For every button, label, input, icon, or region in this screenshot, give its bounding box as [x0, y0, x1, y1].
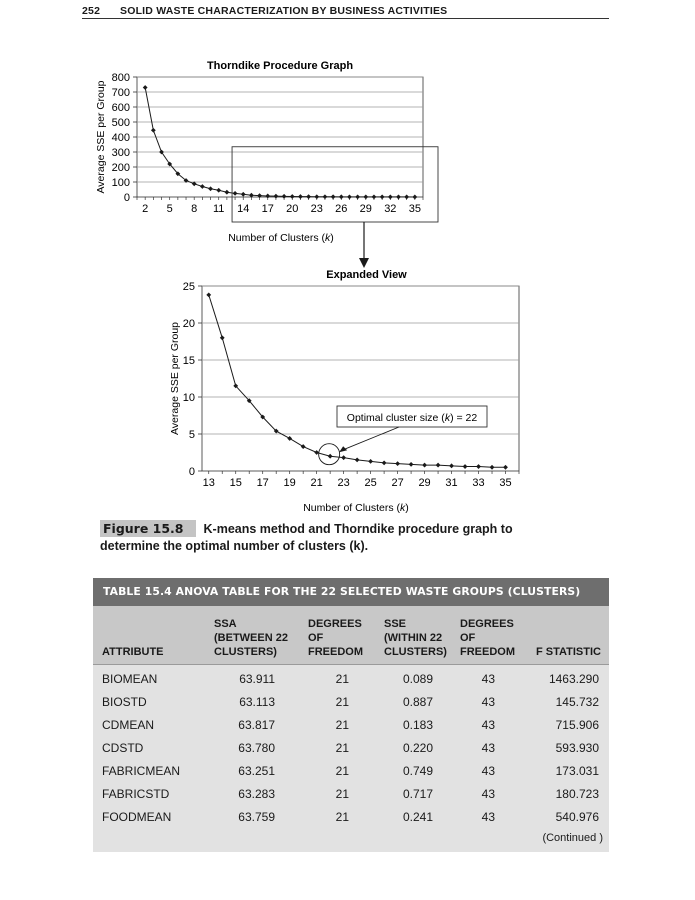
table-cell: 21 — [335, 787, 349, 801]
y-tick-label: 20 — [182, 318, 195, 330]
y-tick-label: 15 — [182, 355, 195, 367]
column-header — [214, 617, 288, 659]
x-tick-label: 19 — [283, 477, 296, 489]
x-tick-label: 5 — [166, 203, 173, 215]
y-tick-label: 700 — [111, 87, 130, 99]
table-cell: 21 — [335, 741, 349, 755]
table-cell: FOODMEAN — [102, 810, 172, 824]
column-header-line: (BETWEEN 22 — [214, 632, 288, 644]
table-row — [93, 667, 609, 690]
x-tick-label: 17 — [261, 203, 274, 215]
table-cell: 21 — [335, 718, 349, 732]
column-header — [102, 645, 164, 659]
y-axis-label: Average SSE per Group — [169, 321, 181, 436]
table-row — [93, 782, 609, 805]
y-tick-label: 25 — [182, 281, 195, 293]
figure-caption-text: K-means method and Thorndike procedure graph to determine the optimal number of clusters (k). — [100, 522, 513, 553]
table-cell: 43 — [481, 764, 495, 778]
x-tick-label: 8 — [191, 203, 198, 215]
x-tick-label: 21 — [310, 477, 323, 489]
x-tick-label: 26 — [335, 203, 348, 215]
table-cell: 1463.290 — [548, 672, 599, 686]
table-cell: 0.183 — [402, 718, 433, 732]
column-header — [384, 617, 447, 659]
table-cell: 593.930 — [555, 741, 599, 755]
figure-label: Figure 15.8 — [100, 520, 196, 537]
table-cell: 173.031 — [555, 764, 599, 778]
x-tick-label: 35 — [499, 477, 512, 489]
x-tick-label: 13 — [202, 477, 215, 489]
x-tick-label: 27 — [391, 477, 404, 489]
table-cell: BIOMEAN — [102, 672, 158, 686]
y-tick-label: 500 — [111, 117, 130, 129]
plot-area — [202, 286, 519, 471]
y-axis-label: Average SSE per Group — [95, 80, 107, 194]
page-number: 252 — [82, 5, 101, 17]
y-tick-label: 300 — [111, 147, 130, 159]
column-header-line: DEGREES — [308, 618, 362, 630]
table-cell: 21 — [335, 672, 349, 686]
x-tick-label: 32 — [384, 203, 397, 215]
table-row — [93, 713, 609, 736]
arrow-down-icon — [359, 258, 369, 268]
table-cell: 21 — [335, 695, 349, 709]
x-tick-label: 35 — [408, 203, 421, 215]
table-cell: 0.089 — [402, 672, 433, 686]
table-cell: 63.113 — [239, 695, 275, 709]
table-cell: CDMEAN — [102, 718, 155, 732]
column-header-line: OF — [308, 632, 324, 644]
column-header-line: F STATISTIC — [536, 646, 601, 658]
x-tick-label: 15 — [229, 477, 242, 489]
y-tick-label: 5 — [188, 429, 195, 441]
table-cell: 21 — [335, 810, 349, 824]
y-tick-label: 600 — [111, 102, 130, 114]
figure-caption — [100, 520, 570, 555]
table-cell: 715.906 — [555, 718, 599, 732]
table-title: TABLE 15.4 ANOVA TABLE FOR THE 22 SELECTED WASTE GROUPS (CLUSTERS) — [93, 578, 609, 606]
x-axis-label: Number of Clusters (k) — [303, 502, 409, 514]
y-tick-label: 0 — [123, 192, 130, 204]
column-header-line: (WITHIN 22 — [384, 632, 443, 644]
column-header-line: ATTRIBUTE — [102, 646, 164, 658]
table-row — [93, 736, 609, 759]
table-cell: 63.759 — [238, 810, 275, 824]
table-cell: 145.732 — [555, 695, 599, 709]
x-tick-label: 23 — [337, 477, 350, 489]
table-cell: 63.817 — [238, 718, 275, 732]
x-tick-label: 29 — [418, 477, 431, 489]
table-cell: 63.780 — [238, 741, 275, 755]
y-tick-label: 800 — [111, 72, 130, 84]
table-cell: 43 — [481, 787, 495, 801]
column-header — [536, 645, 601, 659]
column-header-line: CLUSTERS) — [384, 646, 447, 658]
table-cell: 0.749 — [402, 764, 433, 778]
continued-note: (Continued ) — [542, 832, 603, 844]
x-tick-label: 11 — [213, 203, 225, 215]
y-tick-label: 0 — [188, 466, 195, 478]
table-header — [93, 606, 609, 665]
table-cell: 63.283 — [238, 787, 275, 801]
annotation-label: Optimal cluster size (k) = 22 — [346, 412, 478, 424]
table-cell: 540.976 — [555, 810, 599, 824]
table-cell: 43 — [481, 741, 495, 755]
table-body — [93, 667, 609, 828]
y-tick-label: 10 — [182, 392, 195, 404]
x-tick-label: 29 — [359, 203, 372, 215]
x-tick-label: 20 — [286, 203, 299, 215]
x-tick-label: 17 — [256, 477, 269, 489]
column-header-line: FREEDOM — [308, 646, 363, 658]
running-title: SOLID WASTE CHARACTERIZATION BY BUSINESS ACTIVITIES — [120, 5, 448, 17]
table-cell: 43 — [481, 810, 495, 824]
column-header-line: SSA — [214, 618, 237, 630]
y-tick-label: 400 — [111, 132, 130, 144]
table-cell: FABRICMEAN — [102, 764, 181, 778]
table-cell: 63.911 — [239, 672, 275, 686]
table-cell: CDSTD — [102, 741, 144, 755]
column-header-line: FREEDOM — [460, 646, 515, 658]
column-header-line: DEGREES — [460, 618, 514, 630]
column-header — [308, 617, 363, 659]
x-tick-label: 2 — [142, 203, 149, 215]
table-cell: FABRICSTD — [102, 787, 170, 801]
chart-title: Expanded View — [326, 269, 407, 281]
x-tick-label: 33 — [472, 477, 485, 489]
column-header — [460, 617, 515, 659]
x-axis-label: Number of Clusters (k) — [228, 232, 334, 244]
x-tick-label: 25 — [364, 477, 377, 489]
table-row — [93, 805, 609, 828]
table-cell: 43 — [481, 695, 495, 709]
table-row — [93, 759, 609, 782]
table-cell: BIOSTD — [102, 695, 147, 709]
table-cell: 0.241 — [402, 810, 433, 824]
table-cell: 21 — [335, 764, 349, 778]
y-tick-label: 200 — [111, 162, 130, 174]
anova-table — [93, 578, 609, 852]
column-header-line: OF — [460, 632, 476, 644]
chart-title: Thorndike Procedure Graph — [206, 60, 354, 72]
column-header-line: CLUSTERS) — [214, 646, 277, 658]
table-cell: 180.723 — [555, 787, 599, 801]
table-row — [93, 690, 609, 713]
x-tick-label: 14 — [237, 203, 250, 215]
y-tick-label: 100 — [111, 177, 130, 189]
x-tick-label: 31 — [445, 477, 458, 489]
table-cell: 43 — [481, 672, 495, 686]
column-header-line: SSE — [384, 618, 407, 630]
x-tick-label: 23 — [310, 203, 323, 215]
table-cell: 63.251 — [238, 764, 275, 778]
table-cell: 43 — [481, 718, 495, 732]
table-cell: 0.717 — [402, 787, 433, 801]
table-cell: 0.220 — [402, 741, 433, 755]
table-cell: 0.887 — [402, 695, 433, 709]
